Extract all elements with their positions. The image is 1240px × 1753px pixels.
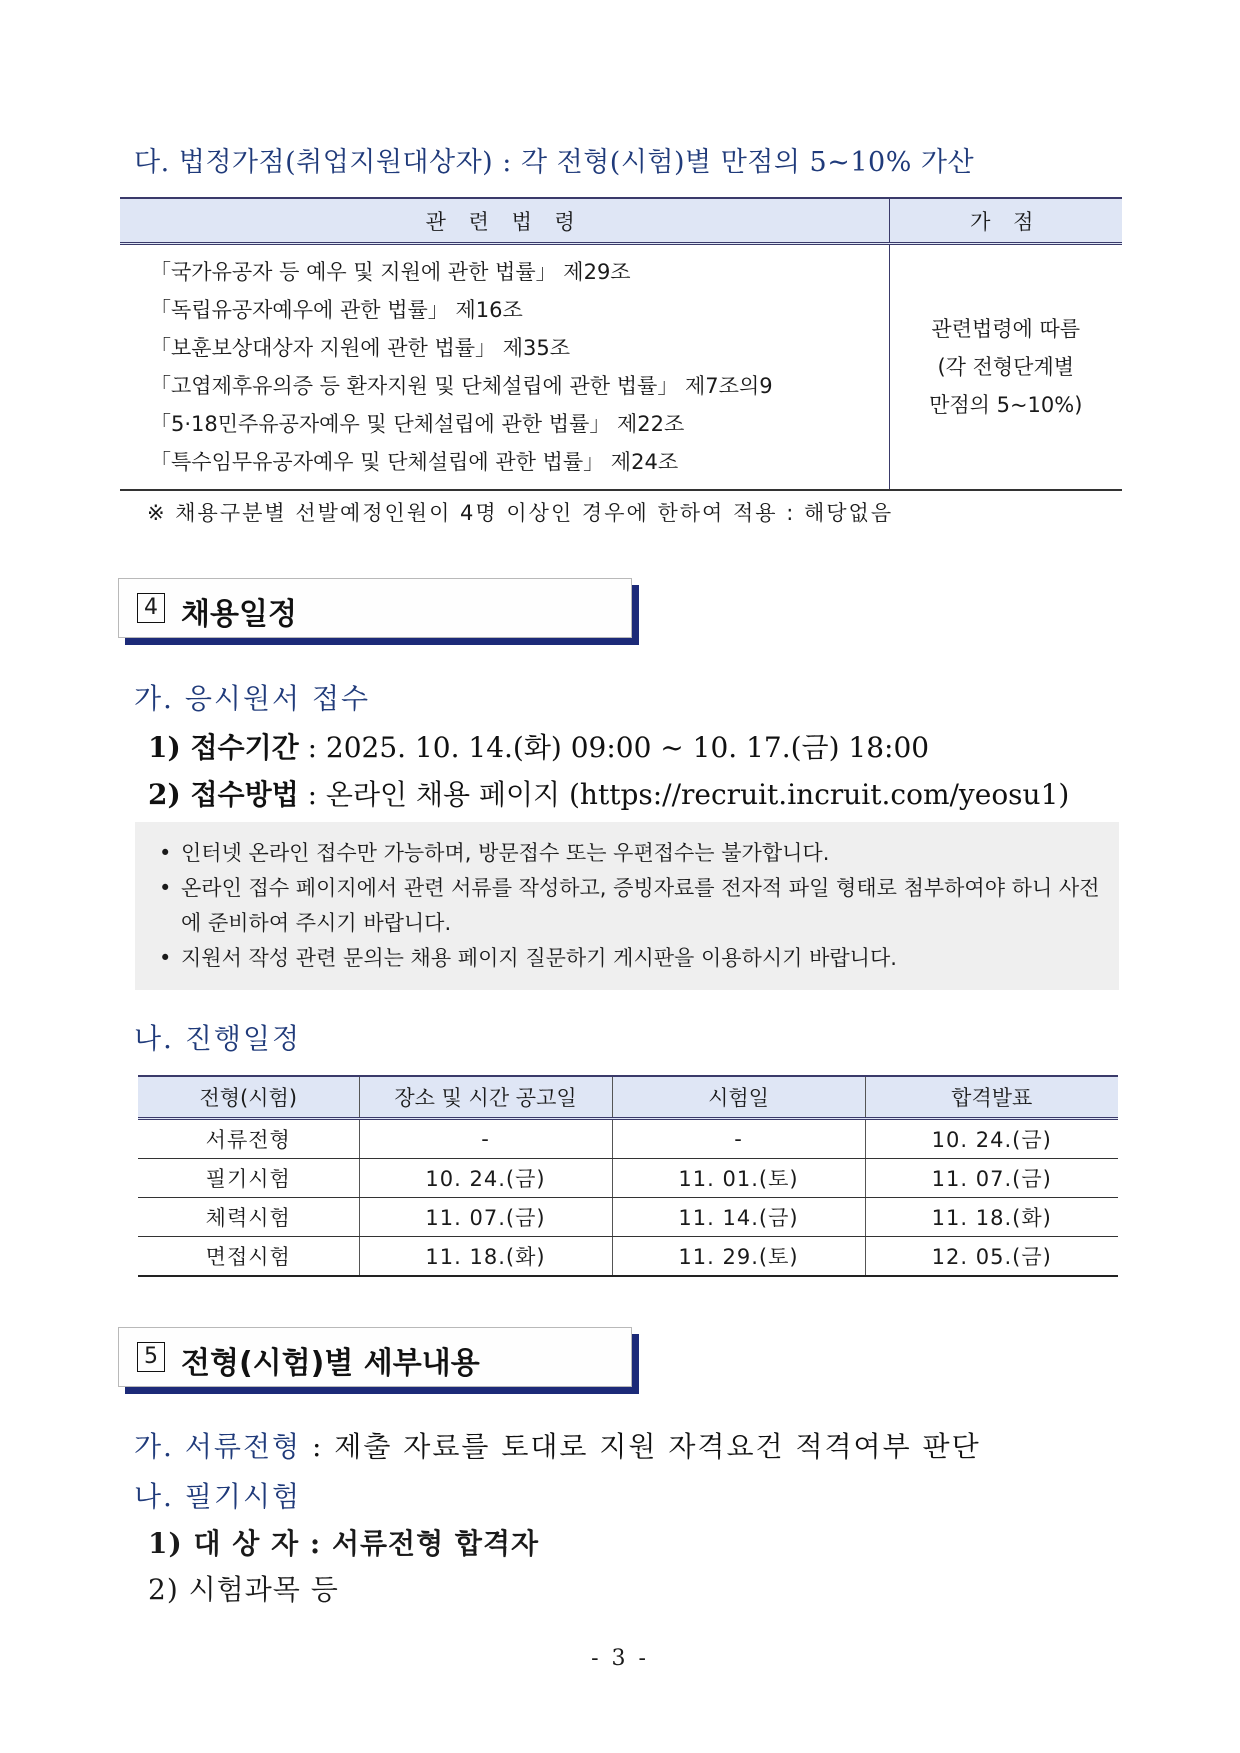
exam-cell: - xyxy=(612,1119,865,1159)
bonus-law-table xyxy=(120,197,1122,491)
result-cell: 11. 07.(금) xyxy=(865,1159,1118,1198)
written-exam-target: 1) 대 상 자 : 서류전형 합격자 xyxy=(148,1527,540,1560)
application-period-value: : 2025. 10. 14.(화) 09:00 ~ 10. 17.(금) 18:00 xyxy=(298,731,930,764)
table-row xyxy=(120,244,1122,491)
application-period-label: 1) 접수기간 xyxy=(148,731,299,764)
result-cell: 12. 05.(금) xyxy=(865,1237,1118,1277)
bonus-cell xyxy=(889,244,1122,491)
written-exam-subjects: 2) 시험과목 등 xyxy=(148,1573,339,1606)
document-screening-text: : 제출 자료를 토대로 지원 자격요건 적격여부 판단 xyxy=(301,1430,981,1463)
section-heading-text: 전형(시험)별 세부내용 xyxy=(181,1346,480,1381)
announce-cell: 10. 24.(금) xyxy=(359,1159,612,1198)
notice-box xyxy=(135,822,1119,990)
application-method-label: 2) 접수방법 xyxy=(148,778,299,811)
header-result-date: 합격발표 xyxy=(865,1076,1118,1119)
document-screening-label: 가. 서류전형 xyxy=(134,1430,302,1463)
bonus-note: ※ 채용구분별 선발예정인원이 4명 이상인 경우에 한하여 적용 : 해당없음 xyxy=(147,501,894,525)
document-screening-line xyxy=(134,1425,981,1465)
header-bonus: 가 점 xyxy=(889,198,1122,244)
section-number-badge: 5 xyxy=(137,1342,165,1372)
application-method-value: : 온라인 채용 페이지 (https://recruit.incruit.com/yeosu1) xyxy=(298,778,1070,811)
table-header-row xyxy=(120,198,1122,244)
notice-item: • 인터넷 온라인 접수만 가능하며, 방문접수 또는 우편접수는 불가합니다. xyxy=(135,836,1119,871)
page-number: - 3 - xyxy=(591,1646,649,1671)
application-period xyxy=(148,726,929,766)
bonus-line: 만점의 5~10%) xyxy=(929,393,1083,417)
header-exam-date: 시험일 xyxy=(612,1076,865,1119)
law-item: 「보훈보상대상자 지원에 관한 법률」 제35조 xyxy=(150,336,570,360)
stage-cell: 면접시험 xyxy=(138,1237,359,1277)
exam-cell: 11. 01.(토) xyxy=(612,1159,865,1198)
header-stage: 전형(시험) xyxy=(138,1076,359,1119)
section-5-heading xyxy=(118,1327,632,1387)
stage-cell: 서류전형 xyxy=(138,1119,359,1159)
subsection-title-schedule: 나. 진행일정 xyxy=(134,1022,302,1055)
notice-item: • 온라인 접수 페이지에서 관련 서류를 작성하고, 증빙자료를 전자적 파일 형태로 첨부하여야 하니 사전에 준비하여 주시기 바랍니다. xyxy=(135,871,1119,941)
section-4-heading xyxy=(118,578,632,638)
notice-item: • 지원서 작성 관련 문의는 채용 페이지 질문하기 게시판을 이용하시기 바랍니다. xyxy=(135,941,1119,976)
law-item: 「5·18민주유공자예우 및 단체설립에 관한 법률」 제22조 xyxy=(150,412,685,436)
law-item: 「국가유공자 등 예우 및 지원에 관한 법률」 제29조 xyxy=(150,260,631,284)
exam-cell: 11. 29.(토) xyxy=(612,1237,865,1277)
table-row xyxy=(138,1198,1118,1237)
announce-cell: 11. 07.(금) xyxy=(359,1198,612,1237)
schedule-header-row xyxy=(138,1076,1118,1119)
exam-cell: 11. 14.(금) xyxy=(612,1198,865,1237)
law-list-cell xyxy=(120,244,889,491)
notice-list xyxy=(135,822,1119,976)
header-announce-date: 장소 및 시간 공고일 xyxy=(359,1076,612,1119)
section-heading-text: 채용일정 xyxy=(181,597,297,632)
stage-cell: 필기시험 xyxy=(138,1159,359,1198)
result-cell: 11. 18.(화) xyxy=(865,1198,1118,1237)
announce-cell: 11. 18.(화) xyxy=(359,1237,612,1277)
bonus-line: 관련법령에 따름 xyxy=(931,317,1081,341)
result-cell: 10. 24.(금) xyxy=(865,1119,1118,1159)
application-method xyxy=(148,773,1069,813)
header-related-laws: 관 련 법 령 xyxy=(120,198,889,244)
section-title-bonus-points: 다. 법정가점(취업지원대상자) : 각 전형(시험)별 만점의 5~10% 가산 xyxy=(134,147,975,178)
bonus-line: (각 전형단계별 xyxy=(937,355,1075,379)
law-item: 「특수임무유공자예우 및 단체설립에 관한 법률」 제24조 xyxy=(150,450,679,474)
subsection-title-written-exam: 나. 필기시험 xyxy=(134,1480,302,1513)
announce-cell: - xyxy=(359,1119,612,1159)
table-row xyxy=(138,1119,1118,1159)
table-row xyxy=(138,1159,1118,1198)
subsection-title-application: 가. 응시원서 접수 xyxy=(134,682,371,715)
schedule-table xyxy=(138,1075,1118,1277)
law-item: 「고엽제후유의증 등 환자지원 및 단체설립에 관한 법률」 제7조의9 xyxy=(150,374,773,398)
law-item: 「독립유공자예우에 관한 법률」 제16조 xyxy=(150,298,523,322)
table-row xyxy=(138,1237,1118,1277)
stage-cell: 체력시험 xyxy=(138,1198,359,1237)
section-number-badge: 4 xyxy=(137,593,165,623)
